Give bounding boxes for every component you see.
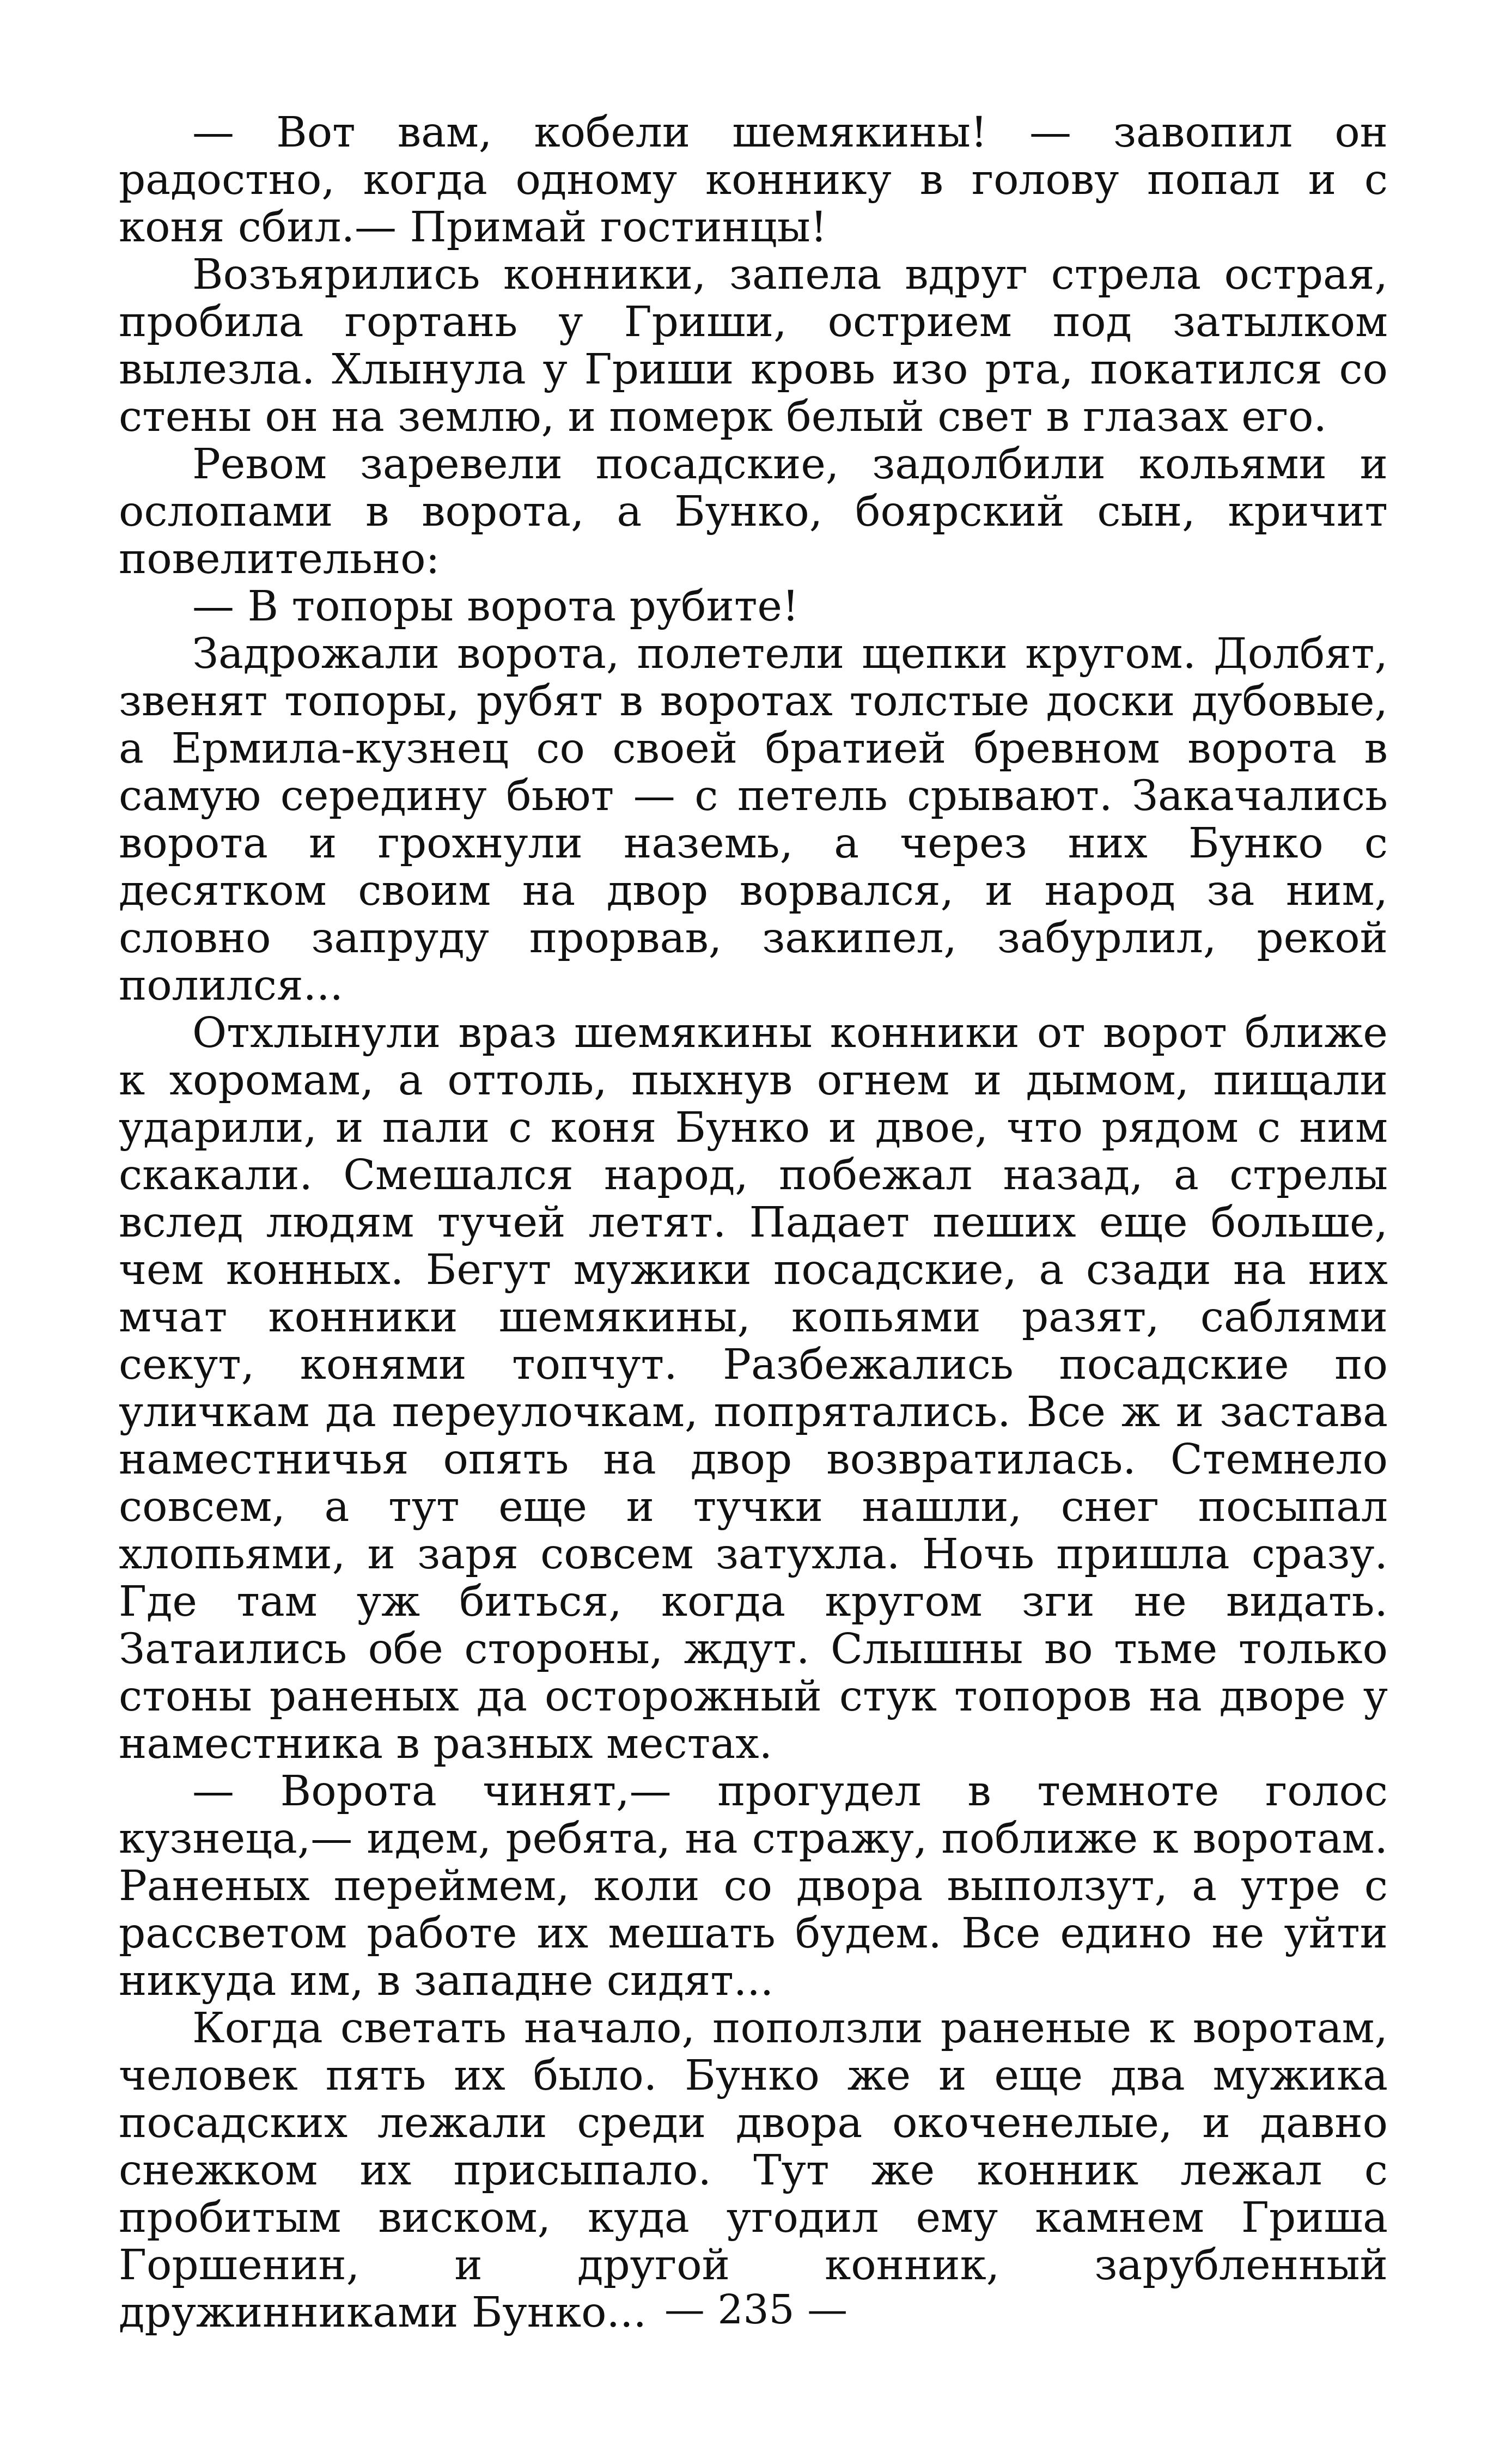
paragraph-1: — Вот вам, кобели шемякины! — завопил он радостно, когда одному коннику в голову попал и с коня сбил.— Примай гостинцы!	[119, 108, 1388, 252]
paragraph-2: Возъярились конники, запела вдруг стрела острая, пробила гортань у Гриши, острием под затылком вылезла. Хлынула у Гриши кровь изо рта, покатился со стены он на землю, и померк белый свет в глазах его.	[119, 251, 1388, 441]
body-text	[119, 109, 1388, 2336]
paragraph-7: — Ворота чинят,— прогудел в темноте голос кузнеца,— идем, ребята, на стражу, поближе к воротам. Раненых переймем, коли со двора выползут, а утре с рассветом работе их мешать будем. Все едино не уйти никуда им, в западне сидят...	[119, 1767, 1388, 2005]
paragraph-4: — В топоры ворота рубите!	[192, 582, 799, 631]
page-number: — 235 —	[664, 2286, 848, 2333]
paragraph-5: Задрожали ворота, полетели щепки кругом. Долбят, звенят топоры, рубят в воротах толстые доски дубовые, а Ермила-кузнец со своей братией бревном ворота в самую середину бьют — с петель срывают. Закачались ворота и грохнули наземь, а через них Бунко с десятком своим на двор ворвался, и народ за ним, словно запруду прорвав, закипел, забурлил, рекой полился...	[119, 630, 1388, 1010]
paragraph-8: Когда светать начало, поползли раненые к воротам, человек пять их было. Бунко же и еще два мужика посадских лежали среди двора окоченелые, и давно снежком их присыпало. Тут же конник лежал с пробитым виском, куда угодил ему камнем Гриша Горшенин, и другой конник, зарубленный дружинниками Бунко...	[119, 2004, 1388, 2337]
paragraph-6: Отхлынули враз шемякины конники от ворот ближе к хоромам, а оттоль, пыхнув огнем и дымом, пищали ударили, и пали с коня Бунко и двое, что рядом с ним скакали. Смешался народ, побежал назад, а стрелы вслед людям тучей летят. Падает пеших еще больше, чем конных. Бегут мужики посадские, а сзади на них мчат конники шемякины, копьями разят, саблями секут, конями топчут. Разбежались посадские по уличкам да переулочкам, попрятались. Все ж и застава наместничья опять на двор возвратилась. Стемнело совсем, а тут еще и тучки нашли, снег посыпал хлопьями, и заря совсем затухла. Ночь пришла сразу. Где там уж биться, когда кругом зги не видать. Затаились обе стороны, ждут. Слышны во тьме только стоны раненых да осторожный стук топоров на дворе у наместника в разных местах.	[119, 1009, 1388, 1768]
paragraph-3: Ревом заревели посадские, задолбили кольями и ослопами в ворота, а Бунко, боярский сын, кричит повелительно:	[119, 440, 1388, 583]
